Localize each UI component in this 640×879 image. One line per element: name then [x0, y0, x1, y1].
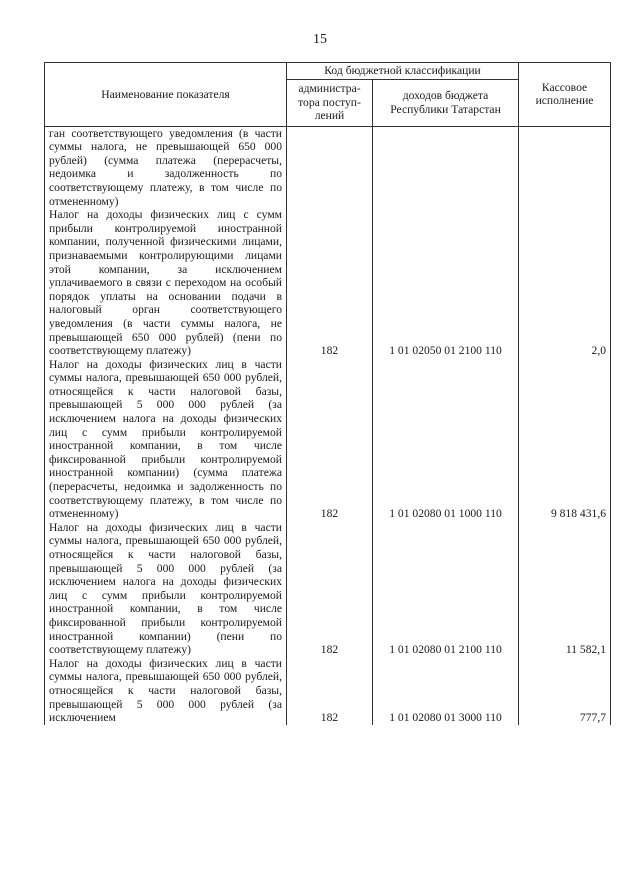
- indicator-name: Налог на доходы физических лиц с сумм прибыли контролируемой иностранной компании, полученной физическими лицами, признаваемыми контролирующими лицами этой компании, за исключением уплачиваемого в связи с переходом на особый порядок уплаты на основании подачи в налоговый орган соответствующего уведомления (в части суммы налога, не превышающей 650 000 рублей) (пени по соответствующему платежу): [45, 208, 287, 358]
- indicator-name: Налог на доходы физических лиц в части суммы налога, превышающей 650 000 рублей, относящейся к части налоговой базы, превышающей 5 000 000 рублей (за исключением: [45, 657, 287, 725]
- cash-execution-value: 777,7: [519, 657, 611, 725]
- admin-code: 182: [287, 521, 373, 657]
- table-row: [45, 208, 611, 358]
- revenue-code: 1 01 02050 01 2100 110: [373, 208, 519, 358]
- header-budget-code: Код бюджетной классификации: [287, 63, 519, 80]
- header-admin: администра-тора поступ-лений: [287, 79, 373, 126]
- indicator-name: Налог на доходы физических лиц в части суммы налога, превышающей 650 000 рублей, относящейся к части налоговой базы, превышающей 5 000 000 рублей (за исключением налога на доходы физических лиц с сумм прибыли контролируемой иностранной компании, в том числе фиксированной прибыли контролируемой иностранной компании) (пени по соответствующему платежу): [45, 521, 287, 657]
- budget-table: [44, 62, 611, 725]
- table-row: [45, 521, 611, 657]
- admin-code: 182: [287, 657, 373, 725]
- revenue-code: 1 01 02080 01 3000 110: [373, 657, 519, 725]
- cash-execution-value: 11 582,1: [519, 521, 611, 657]
- table-row: [45, 126, 611, 208]
- cash-execution-value: 9 818 431,6: [519, 358, 611, 521]
- admin-code: 182: [287, 358, 373, 521]
- cash-execution-value: [519, 126, 611, 208]
- header-name: Наименование показателя: [45, 63, 287, 127]
- admin-code: 182: [287, 208, 373, 358]
- admin-code: [287, 126, 373, 208]
- indicator-name: ган соответствующего уведомления (в части суммы налога, не превышающей 650 000 рублей) (сумма платежа (перерасчеты, недоимка и задолженность по соответствующему платежу, в том числе по отмененному): [45, 126, 287, 208]
- header-revenue: доходов бюджета Республики Татарстан: [373, 79, 519, 126]
- indicator-name: Налог на доходы физических лиц в части суммы налога, превышающей 650 000 рублей, относящейся к части налоговой базы, превышающей 5 000 000 рублей (за исключением налога на доходы физических лиц с сумм прибыли контролируемой иностранной компании, в том числе фиксированной прибыли контролируемой иностранной компании) (сумма платежа (перерасчеты, недоимка и задолженность по соответствующему платежу, в том числе по отмененному): [45, 358, 287, 521]
- revenue-code: 1 01 02080 01 1000 110: [373, 358, 519, 521]
- header-cash-execution: Кассовое исполнение: [519, 63, 611, 127]
- cash-execution-value: 2,0: [519, 208, 611, 358]
- table-row: [45, 358, 611, 521]
- revenue-code: 1 01 02080 01 2100 110: [373, 521, 519, 657]
- table-row: [45, 657, 611, 725]
- revenue-code: [373, 126, 519, 208]
- page-number: 15: [313, 32, 327, 47]
